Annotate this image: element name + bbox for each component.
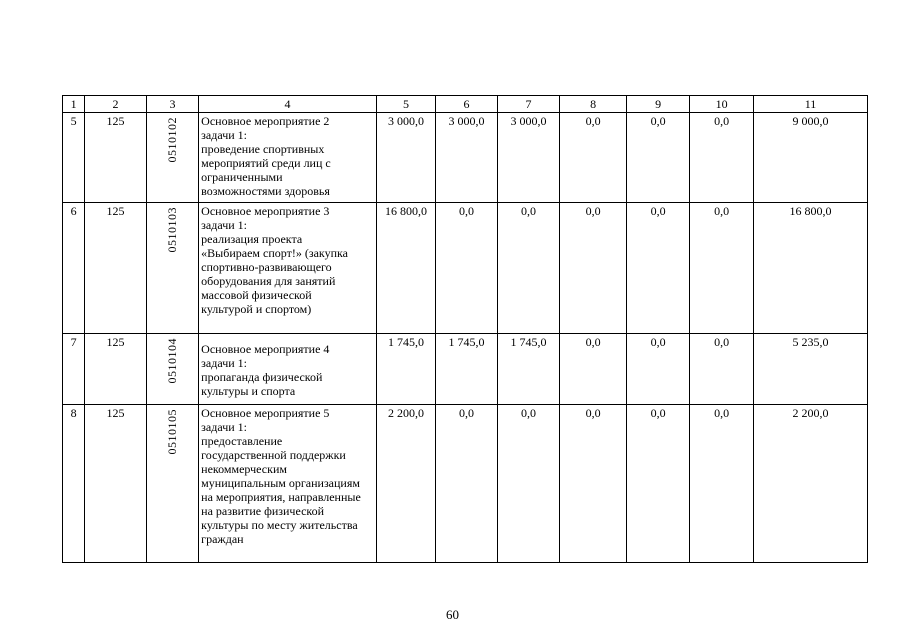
row-col11: 16 800,0 <box>753 203 867 334</box>
row-number: 7 <box>63 334 85 405</box>
row-col5: 3 000,0 <box>376 113 436 203</box>
header-cell: 8 <box>560 96 627 113</box>
row-col7: 0,0 <box>497 405 560 563</box>
row-code-text: 0510102 <box>165 117 180 163</box>
table-row <box>63 113 868 203</box>
row-number: 5 <box>63 113 85 203</box>
table-row <box>63 334 868 405</box>
header-cell: 3 <box>146 96 198 113</box>
header-cell: 6 <box>436 96 498 113</box>
row-name: Основное мероприятие 4 задачи 1: пропаганда физической культуры и спорта <box>199 334 377 405</box>
row-col10: 0,0 <box>690 113 754 203</box>
row-col9: 0,0 <box>626 405 690 563</box>
table-row <box>63 405 868 563</box>
header-row <box>63 96 868 113</box>
row-col7: 0,0 <box>497 203 560 334</box>
row-col8: 0,0 <box>560 203 627 334</box>
header-cell: 2 <box>85 96 147 113</box>
row-col2: 125 <box>85 203 147 334</box>
row-col8: 0,0 <box>560 405 627 563</box>
header-cell: 4 <box>199 96 377 113</box>
header-cell: 7 <box>497 96 560 113</box>
row-col8: 0,0 <box>560 334 627 405</box>
row-code-text: 0510104 <box>165 338 180 384</box>
row-name: Основное мероприятие 3 задачи 1: реализация проекта «Выбираем спорт!» (закупка спортивно-развивающего оборудования для занятий массовой физической культурой и спортом) <box>199 203 377 334</box>
row-col5: 16 800,0 <box>376 203 436 334</box>
row-col6: 1 745,0 <box>436 334 498 405</box>
budget-table <box>62 95 868 563</box>
row-col6: 0,0 <box>436 405 498 563</box>
row-col2: 125 <box>85 113 147 203</box>
page-number: 60 <box>446 607 459 622</box>
row-code <box>146 334 198 405</box>
row-col6: 3 000,0 <box>436 113 498 203</box>
row-col6: 0,0 <box>436 203 498 334</box>
row-code-text: 0510105 <box>165 409 180 455</box>
header-cell: 5 <box>376 96 436 113</box>
row-col5: 2 200,0 <box>376 405 436 563</box>
row-number: 6 <box>63 203 85 334</box>
header-cell: 1 <box>63 96 85 113</box>
row-col5: 1 745,0 <box>376 334 436 405</box>
row-col9: 0,0 <box>626 203 690 334</box>
row-name: Основное мероприятие 5 задачи 1: предоставление государственной поддержки некоммерческим муниципальным организациям на мероприятия, направленные на развитие физической культуры по месту жительства граждан <box>199 405 377 563</box>
row-col10: 0,0 <box>690 203 754 334</box>
row-code <box>146 113 198 203</box>
row-code-text: 0510103 <box>165 207 180 253</box>
row-col11: 9 000,0 <box>753 113 867 203</box>
row-col8: 0,0 <box>560 113 627 203</box>
header-cell: 11 <box>753 96 867 113</box>
row-col11: 5 235,0 <box>753 334 867 405</box>
row-col7: 3 000,0 <box>497 113 560 203</box>
row-col2: 125 <box>85 405 147 563</box>
row-code <box>146 405 198 563</box>
row-code <box>146 203 198 334</box>
table-row <box>63 203 868 334</box>
row-col9: 0,0 <box>626 113 690 203</box>
row-col11: 2 200,0 <box>753 405 867 563</box>
row-number: 8 <box>63 405 85 563</box>
header-cell: 9 <box>626 96 690 113</box>
row-col10: 0,0 <box>690 405 754 563</box>
row-col10: 0,0 <box>690 334 754 405</box>
row-name: Основное мероприятие 2 задачи 1: проведение спортивных мероприятий среди лиц с ограниченными возможностями здоровья <box>199 113 377 203</box>
header-cell: 10 <box>690 96 754 113</box>
row-col7: 1 745,0 <box>497 334 560 405</box>
row-col9: 0,0 <box>626 334 690 405</box>
row-col2: 125 <box>85 334 147 405</box>
